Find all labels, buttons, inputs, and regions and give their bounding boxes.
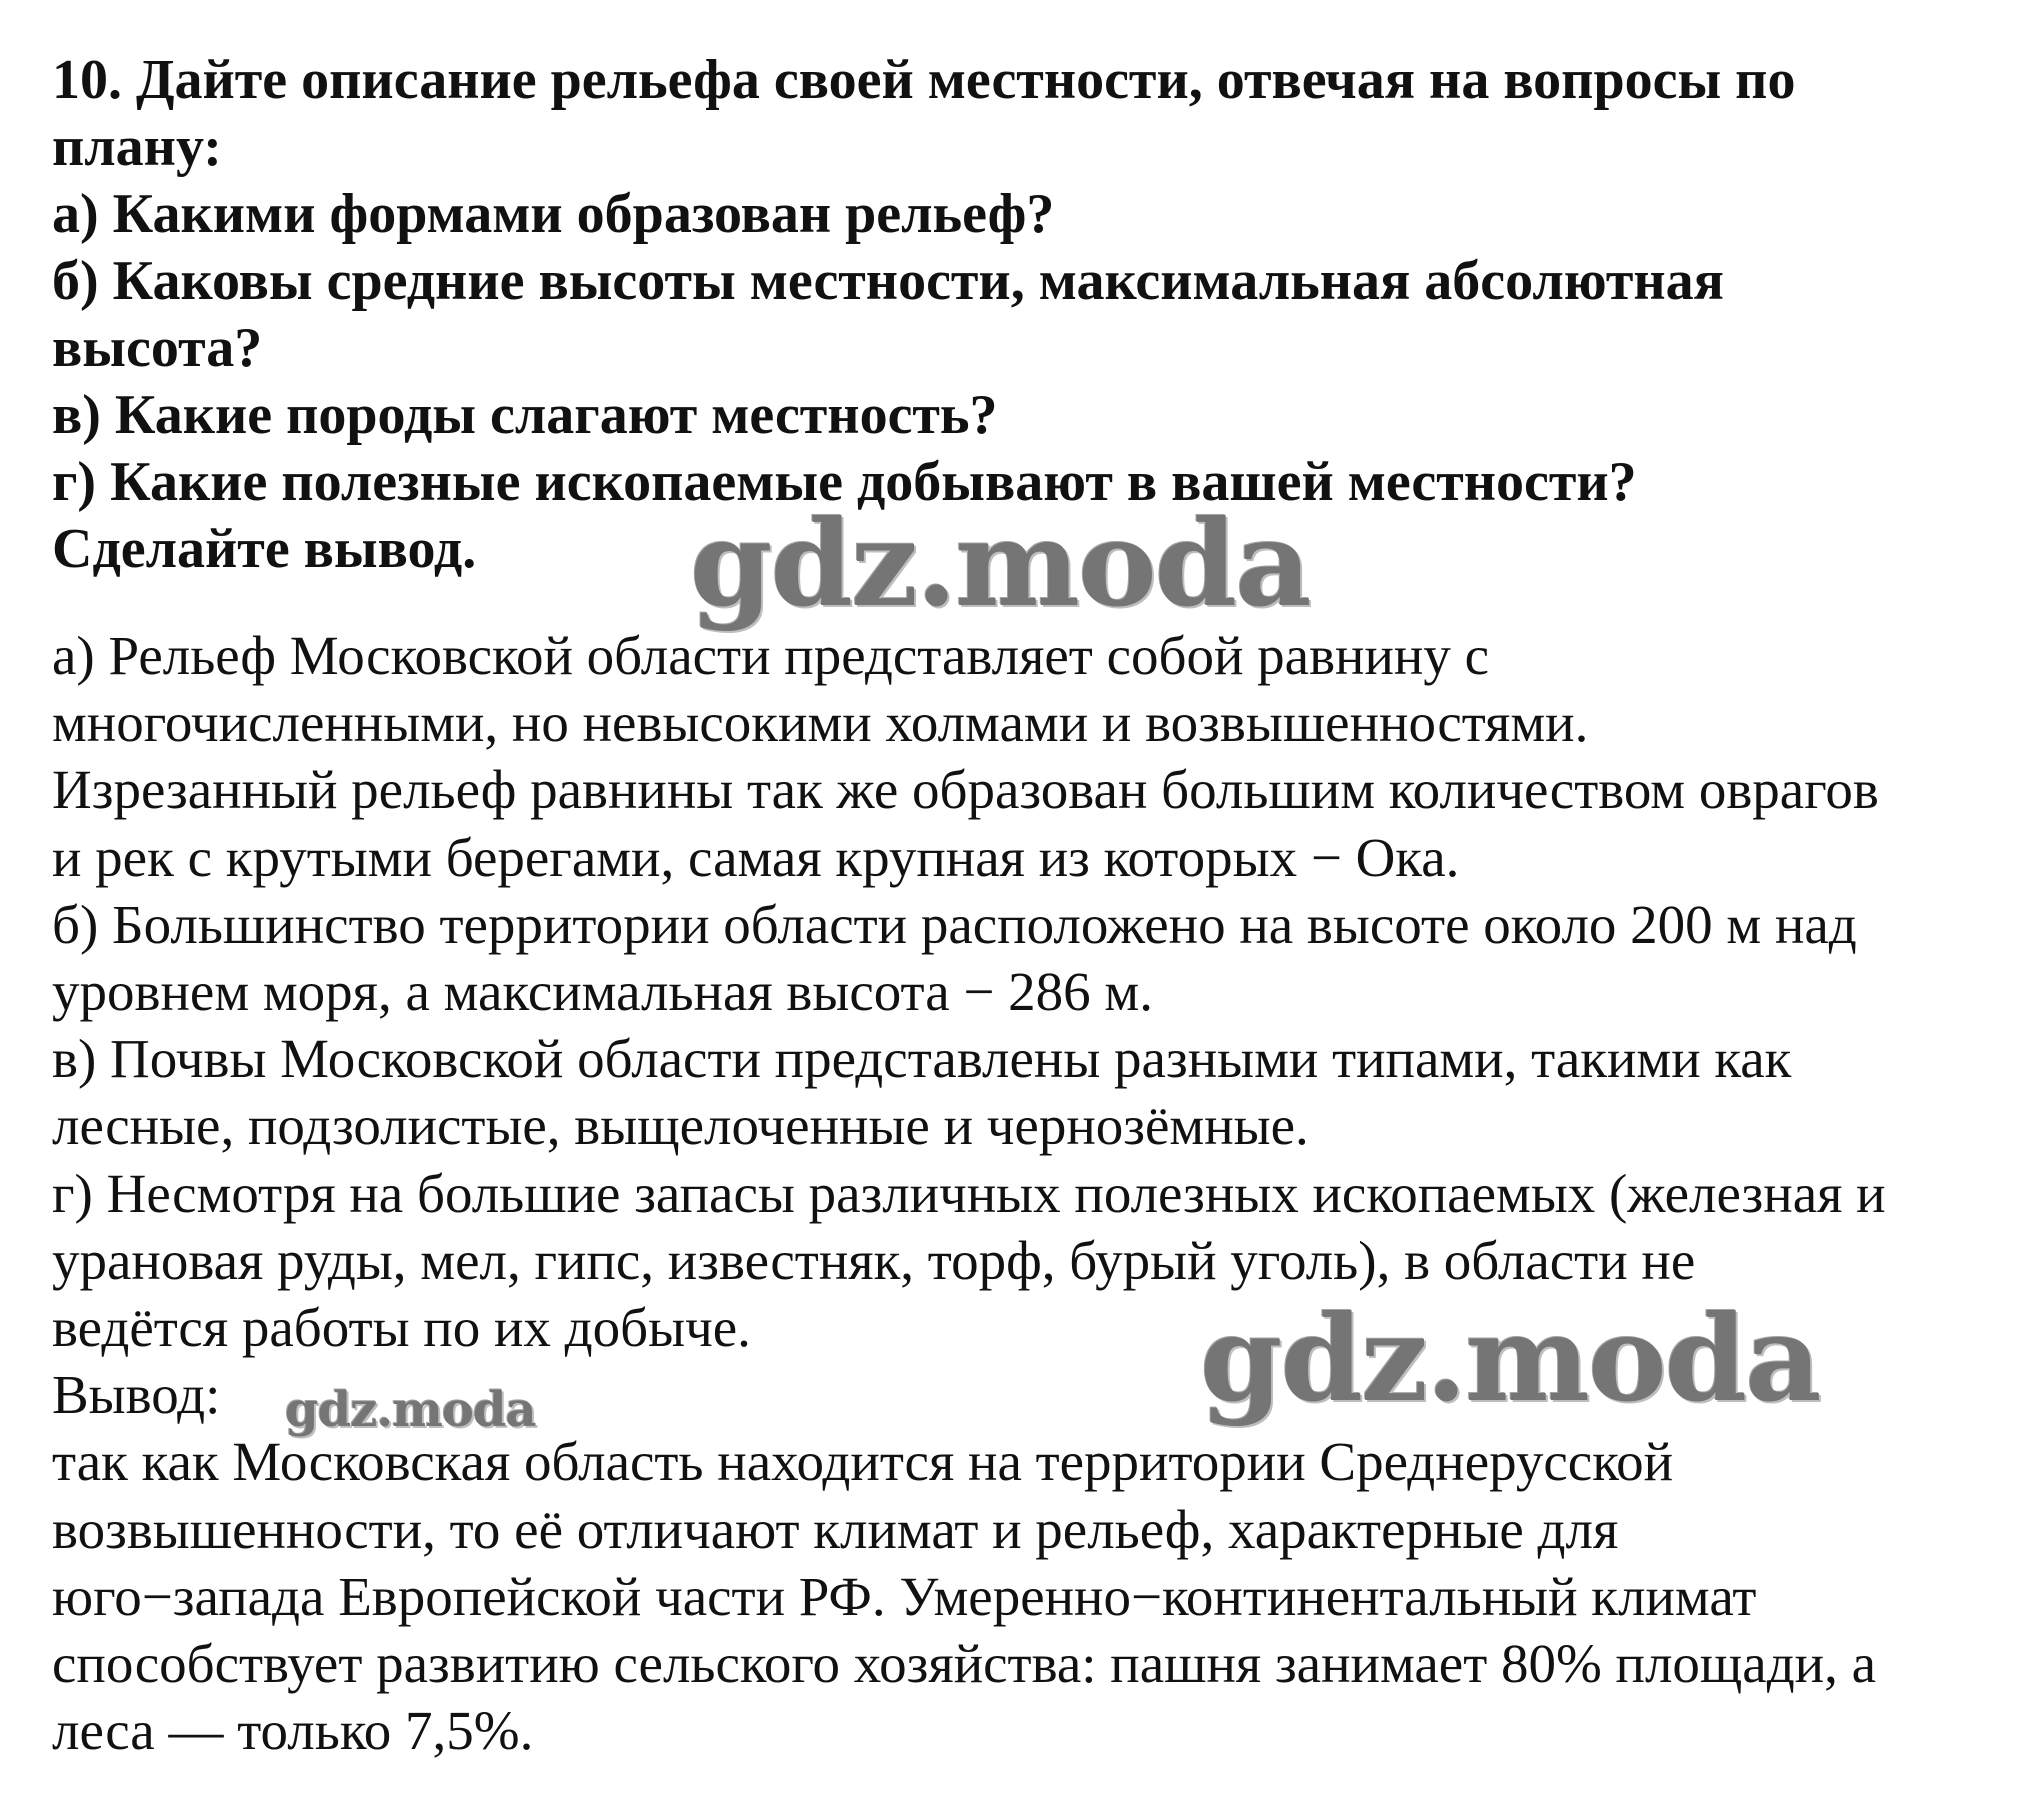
answer-line: лесные, подзолистые, выщелоченные и чернозёмные. — [52, 1095, 1309, 1156]
answer-line: уровнем моря, а максимальная высота − 286 м. — [52, 961, 1153, 1022]
answer-line: способствует развитию сельского хозяйства: пашня занимает 80% площади, а — [52, 1633, 1877, 1694]
question-line-1: 10. Дайте описание рельефа своей местности, отвечая на вопросы по — [52, 49, 1796, 111]
answer-line: так как Московская область находится на территории Среднерусской — [52, 1431, 1674, 1492]
question-line-g: г) Какие полезные ископаемые добывают в вашей местности? — [52, 451, 1637, 513]
conclusion-label: Вывод: — [52, 1364, 221, 1425]
question-line-2: плану: — [52, 116, 222, 178]
answer-line: ведётся работы по их добыче. — [52, 1297, 751, 1358]
answer-line: Изрезанный рельеф равнины так же образован большим количеством оврагов — [52, 759, 1879, 820]
answer-line: юго−запада Европейской части РФ. Умеренно−континентальный климат — [52, 1566, 1757, 1627]
answer-line: леса — только 7,5%. — [52, 1700, 534, 1761]
answer-line: возвышенности, то её отличают климат и рельеф, характерные для — [52, 1499, 1619, 1560]
question-line-b: б) Каковы средние высоты местности, максимальная абсолютная — [52, 250, 1724, 312]
answer-line: а) Рельеф Московской области представляет собой равнину с — [52, 625, 1490, 686]
question-line-b-cont: высота? — [52, 317, 263, 379]
answer-line: урановая руды, мел, гипс, известняк, торф, бурый уголь), в области не — [52, 1230, 1696, 1291]
watermark: gdz.moda — [285, 1382, 536, 1438]
answer-line: б) Большинство территории области расположено на высоте около 200 м над — [52, 894, 1857, 955]
watermark: gdz.moda — [690, 494, 1310, 633]
watermark: gdz.moda — [1200, 1289, 1820, 1428]
question-line-v: в) Какие породы слагают местность? — [52, 384, 998, 446]
answer-line: в) Почвы Московской области представлены разными типами, такими как — [52, 1028, 1792, 1089]
question-line-conclusion: Сделайте вывод. — [52, 518, 477, 580]
answer-line: и рек с крутыми берегами, самая крупная из которых − Ока. — [52, 827, 1460, 888]
answer-line: многочисленными, но невысокими холмами и возвышенностями. — [52, 692, 1589, 753]
question-line-a: а) Какими формами образован рельеф? — [52, 183, 1055, 245]
answer-line: г) Несмотря на большие запасы различных полезных ископаемых (железная и — [52, 1163, 1886, 1224]
